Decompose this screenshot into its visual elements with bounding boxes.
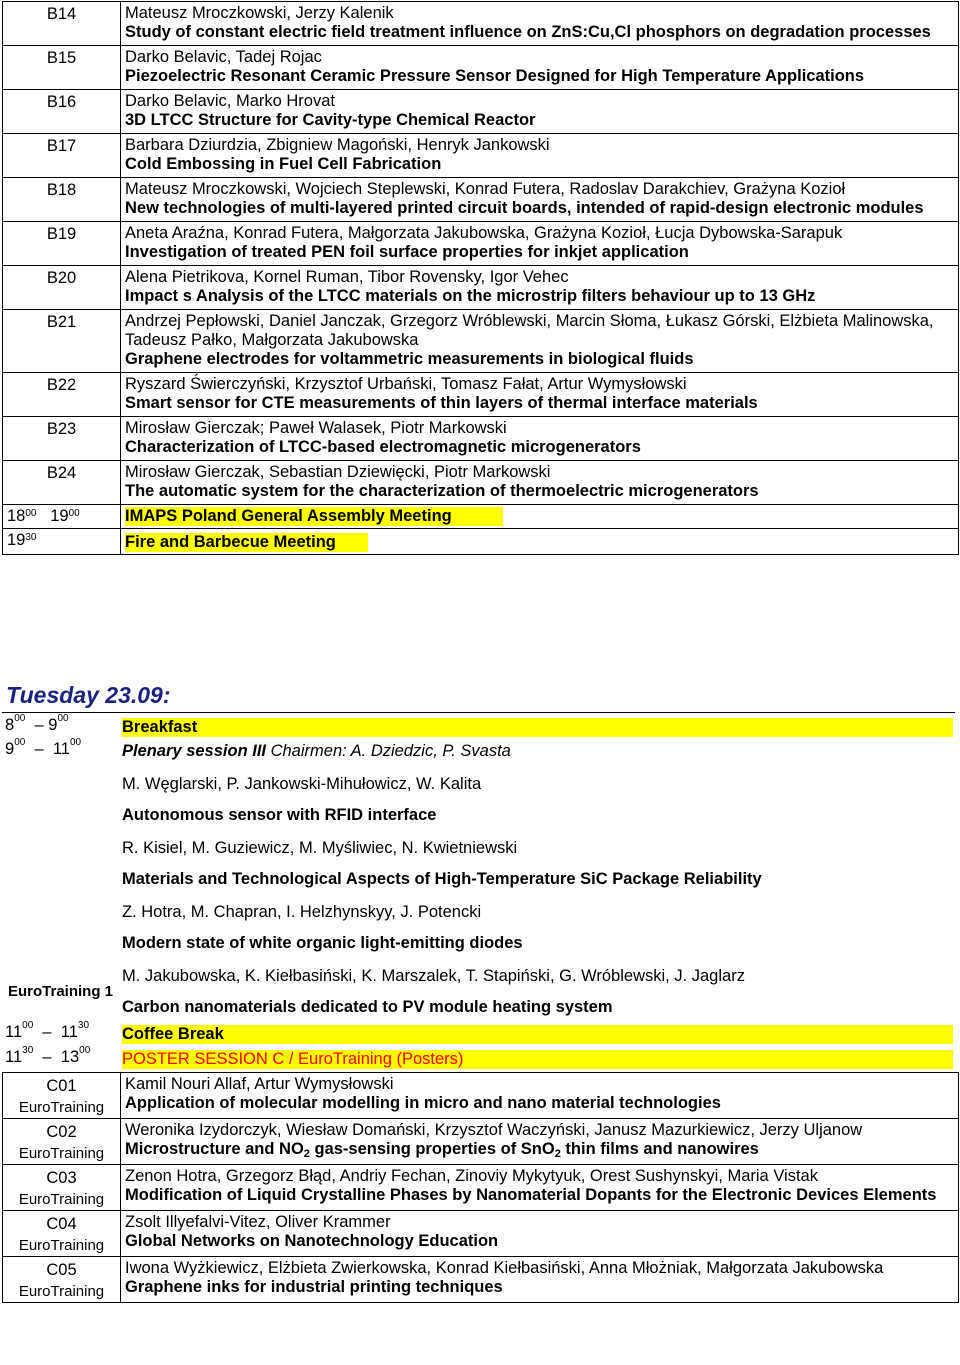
barbecue-meeting-label: Fire and Barbecue Meeting xyxy=(125,533,368,552)
paper-cell xyxy=(121,266,959,310)
eurotraining-tag: EuroTraining xyxy=(18,1237,105,1254)
event-cell xyxy=(121,529,959,555)
paper-row xyxy=(3,178,959,222)
paper-row xyxy=(3,461,959,505)
breakfast-label: Breakfast xyxy=(122,718,953,737)
poster-paper-row xyxy=(3,1165,959,1211)
paper-authors: Zenon Hotra, Grzegorz Błąd, Andriy Fechan, Zinoviy Mykytyuk, Orest Sushynskyi, Maria Vistak xyxy=(125,1167,818,1185)
paper-code: B16 xyxy=(3,90,121,134)
paper-code: B15 xyxy=(3,46,121,90)
eurotraining-tag: EuroTraining xyxy=(18,1145,105,1162)
divider xyxy=(2,712,955,713)
paper-code: B18 xyxy=(3,178,121,222)
paper-code: C04 xyxy=(46,1215,77,1233)
paper-authors: Ryszard Świerczyński, Krzysztof Urbański, Tomasz Fałat, Artur Wymysłowski xyxy=(125,375,687,393)
paper-authors: Iwona Wyżkiewicz, Elżbieta Zwierkowska, Konrad Kiełbasiński, Anna Młożniak, Małgorzata Jakubowska xyxy=(125,1259,884,1277)
paper-code-cell xyxy=(3,1211,121,1257)
talk-authors: R. Kisiel, M. Guziewicz, M. Myśliwiec, N. Kwietniewski xyxy=(122,839,518,857)
paper-cell xyxy=(121,1119,959,1165)
paper-cell xyxy=(121,134,959,178)
paper-cell xyxy=(121,310,959,373)
talk-title: Materials and Technological Aspects of High-Temperature SiC Package Reliability xyxy=(122,870,762,888)
paper-code: B17 xyxy=(3,134,121,178)
paper-code-cell xyxy=(3,1257,121,1303)
paper-row xyxy=(3,266,959,310)
paper-code: C05 xyxy=(46,1261,77,1279)
paper-title: Investigation of treated PEN foil surface properties for inkjet application xyxy=(125,243,689,261)
poster-paper-row xyxy=(3,1211,959,1257)
session-c-table xyxy=(2,1072,959,1303)
paper-cell xyxy=(121,373,959,417)
poster-paper-row xyxy=(3,1119,959,1165)
talk-title: Autonomous sensor with RFID interface xyxy=(122,806,437,824)
paper-authors: Mateusz Mroczkowski, Jerzy Kalenik xyxy=(125,4,394,22)
paper-code: B21 xyxy=(3,310,121,373)
paper-row xyxy=(3,90,959,134)
paper-row xyxy=(3,417,959,461)
paper-row xyxy=(3,222,959,266)
plenary-session-label: Plenary session III xyxy=(122,742,266,760)
paper-title: Microstructure and $NO_2$ gas-sensing properties of SnO$_2$ thin films and nanowires xyxy=(125,1140,759,1160)
paper-title: Global Networks on Nanotechnology Education xyxy=(125,1232,499,1250)
paper-title: The automatic system for the characterization of thermoelectric microgenerators xyxy=(125,482,759,500)
eurotraining-tag: EuroTraining xyxy=(18,1191,105,1208)
evening-row-assembly xyxy=(3,505,959,529)
paper-cell xyxy=(121,1211,959,1257)
paper-authors: Mirosław Gierczak, Sebastian Dziewięcki, Piotr Markowski xyxy=(125,463,551,481)
paper-title: Graphene inks for industrial printing techniques xyxy=(125,1278,503,1296)
paper-authors: Mateusz Mroczkowski, Wojciech Steplewski, Konrad Futera, Radoslav Darakchiev, Grażyna Kozioł xyxy=(125,180,846,198)
paper-row xyxy=(3,2,959,46)
assembly-meeting-label: IMAPS Poland General Assembly Meeting xyxy=(125,507,503,526)
paper-title: 3D LTCC Structure for Cavity-type Chemical Reactor xyxy=(125,111,536,129)
paper-cell xyxy=(121,1165,959,1211)
paper-title: Study of constant electric field treatment influence on ZnS:Cu,Cl phosphors on degradation processes xyxy=(125,23,931,41)
paper-title: Impact s Analysis of the LTCC materials on the microstrip filters behaviour up to 13 GHz xyxy=(125,287,816,305)
paper-code: B22 xyxy=(3,373,121,417)
time-cell: $18^{00}$ $19^{00}$ xyxy=(3,505,121,529)
paper-authors: Darko Belavic, Tadej Rojac xyxy=(125,48,322,66)
paper-authors: Alena Pietrikova, Kornel Ruman, Tibor Rovensky, Igor Vehec xyxy=(125,268,569,286)
paper-code: B20 xyxy=(3,266,121,310)
paper-cell xyxy=(121,222,959,266)
paper-authors: Weronika Izydorczyk, Wiesław Domański, Krzysztof Waczyński, Janusz Mazurkiewicz, Jerzy Uljanow xyxy=(125,1121,863,1139)
eurotraining-tag: EuroTraining 1 xyxy=(8,983,114,1000)
paper-code: B19 xyxy=(3,222,121,266)
paper-cell xyxy=(121,90,959,134)
coffee-break-label: Coffee Break xyxy=(122,1025,953,1044)
paper-title: Application of molecular modelling in micro and nano material technologies xyxy=(125,1094,721,1112)
paper-title: Modification of Liquid Crystalline Phases by Nanomaterial Dopants for the Electronic Devices Elements xyxy=(125,1186,937,1204)
paper-authors: Zsolt Illyefalvi-Vitez, Oliver Krammer xyxy=(125,1213,391,1231)
paper-cell xyxy=(121,461,959,505)
paper-code: B14 xyxy=(3,2,121,46)
paper-row xyxy=(3,373,959,417)
poster-session-label: POSTER SESSION C / EuroTraining (Posters) xyxy=(122,1050,953,1069)
paper-code: C02 xyxy=(46,1123,77,1141)
paper-cell xyxy=(121,1073,959,1119)
paper-cell xyxy=(121,46,959,90)
paper-code: C01 xyxy=(46,1077,77,1095)
paper-authors: Darko Belavic, Marko Hrovat xyxy=(125,92,335,110)
time-label: $11^{30} - 13^{00}$ xyxy=(5,1045,91,1066)
paper-title: Characterization of LTCC-based electromagnetic microgenerators xyxy=(125,438,641,456)
time-label: $11^{00} - 11^{30}$ xyxy=(5,1020,90,1041)
paper-authors: Mirosław Gierczak; Paweł Walasek, Piotr Markowski xyxy=(125,419,507,437)
paper-cell xyxy=(121,178,959,222)
time-label: $9^{00} - 11^{00}$ xyxy=(5,737,82,758)
paper-code-cell xyxy=(3,1165,121,1211)
time-cell: $19^{30}$ xyxy=(3,529,121,555)
eurotraining-tag: EuroTraining xyxy=(18,1283,105,1300)
paper-code: C03 xyxy=(46,1169,77,1187)
eurotraining-tag: EuroTraining xyxy=(18,1099,105,1116)
paper-title: Cold Embossing in Fuel Cell Fabrication xyxy=(125,155,442,173)
session-b-table xyxy=(2,1,959,555)
chairmen-label: Chairmen: A. Dziedzic, P. Svasta xyxy=(270,742,511,760)
evening-row-barbecue xyxy=(3,529,959,555)
talk-authors: M. Węglarski, P. Jankowski-Mihułowicz, W. Kalita xyxy=(122,775,482,793)
paper-authors: Kamil Nouri Allaf, Artur Wymysłowski xyxy=(125,1075,394,1093)
paper-authors: Barbara Dziurdzia, Zbigniew Magoński, Henryk Jankowski xyxy=(125,136,550,154)
paper-title: Piezoelectric Resonant Ceramic Pressure Sensor Designed for High Temperature Applications xyxy=(125,67,865,85)
paper-title: Smart sensor for CTE measurements of thin layers of thermal interface materials xyxy=(125,394,758,412)
paper-title: New technologies of multi-layered printed circuit boards, intended of rapid-design electronic modules xyxy=(125,199,924,217)
paper-authors: Aneta Araźna, Konrad Futera, Małgorzata Jakubowska, Grażyna Kozioł, Łucja Dybowska-Sarapuk xyxy=(125,224,843,242)
paper-code: B24 xyxy=(3,461,121,505)
paper-row xyxy=(3,310,959,373)
talk-title: Modern state of white organic light-emitting diodes xyxy=(122,934,523,952)
paper-code-cell xyxy=(3,1119,121,1165)
paper-cell xyxy=(121,1257,959,1303)
talk-authors: M. Jakubowska, K. Kiełbasiński, K. Marszalek, T. Stapiński, G. Wróblewski, J. Jaglarz xyxy=(122,967,745,985)
paper-title: Graphene electrodes for voltammetric measurements in biological fluids xyxy=(125,350,694,368)
paper-row xyxy=(3,46,959,90)
paper-code: B23 xyxy=(3,417,121,461)
poster-paper-row xyxy=(3,1073,959,1119)
talk-title: Carbon nanomaterials dedicated to PV module heating system xyxy=(122,998,613,1016)
paper-row xyxy=(3,134,959,178)
poster-paper-row xyxy=(3,1257,959,1303)
paper-cell xyxy=(121,2,959,46)
day-heading: Tuesday 23.09: xyxy=(6,682,171,708)
talk-authors: Z. Hotra, M. Chapran, I. Helzhynskyy, J. Potencki xyxy=(122,903,482,921)
paper-code-cell xyxy=(3,1073,121,1119)
time-label: $8^{00} - 9^{00}$ xyxy=(5,713,69,734)
paper-authors: Andrzej Pepłowski, Daniel Janczak, Grzegorz Wróblewski, Marcin Słoma, Łukasz Górski, Elżbieta Malinowska, Tadeusz Pałko, Małgorzata Jakubowska xyxy=(125,312,934,349)
paper-cell xyxy=(121,417,959,461)
event-cell xyxy=(121,505,959,529)
